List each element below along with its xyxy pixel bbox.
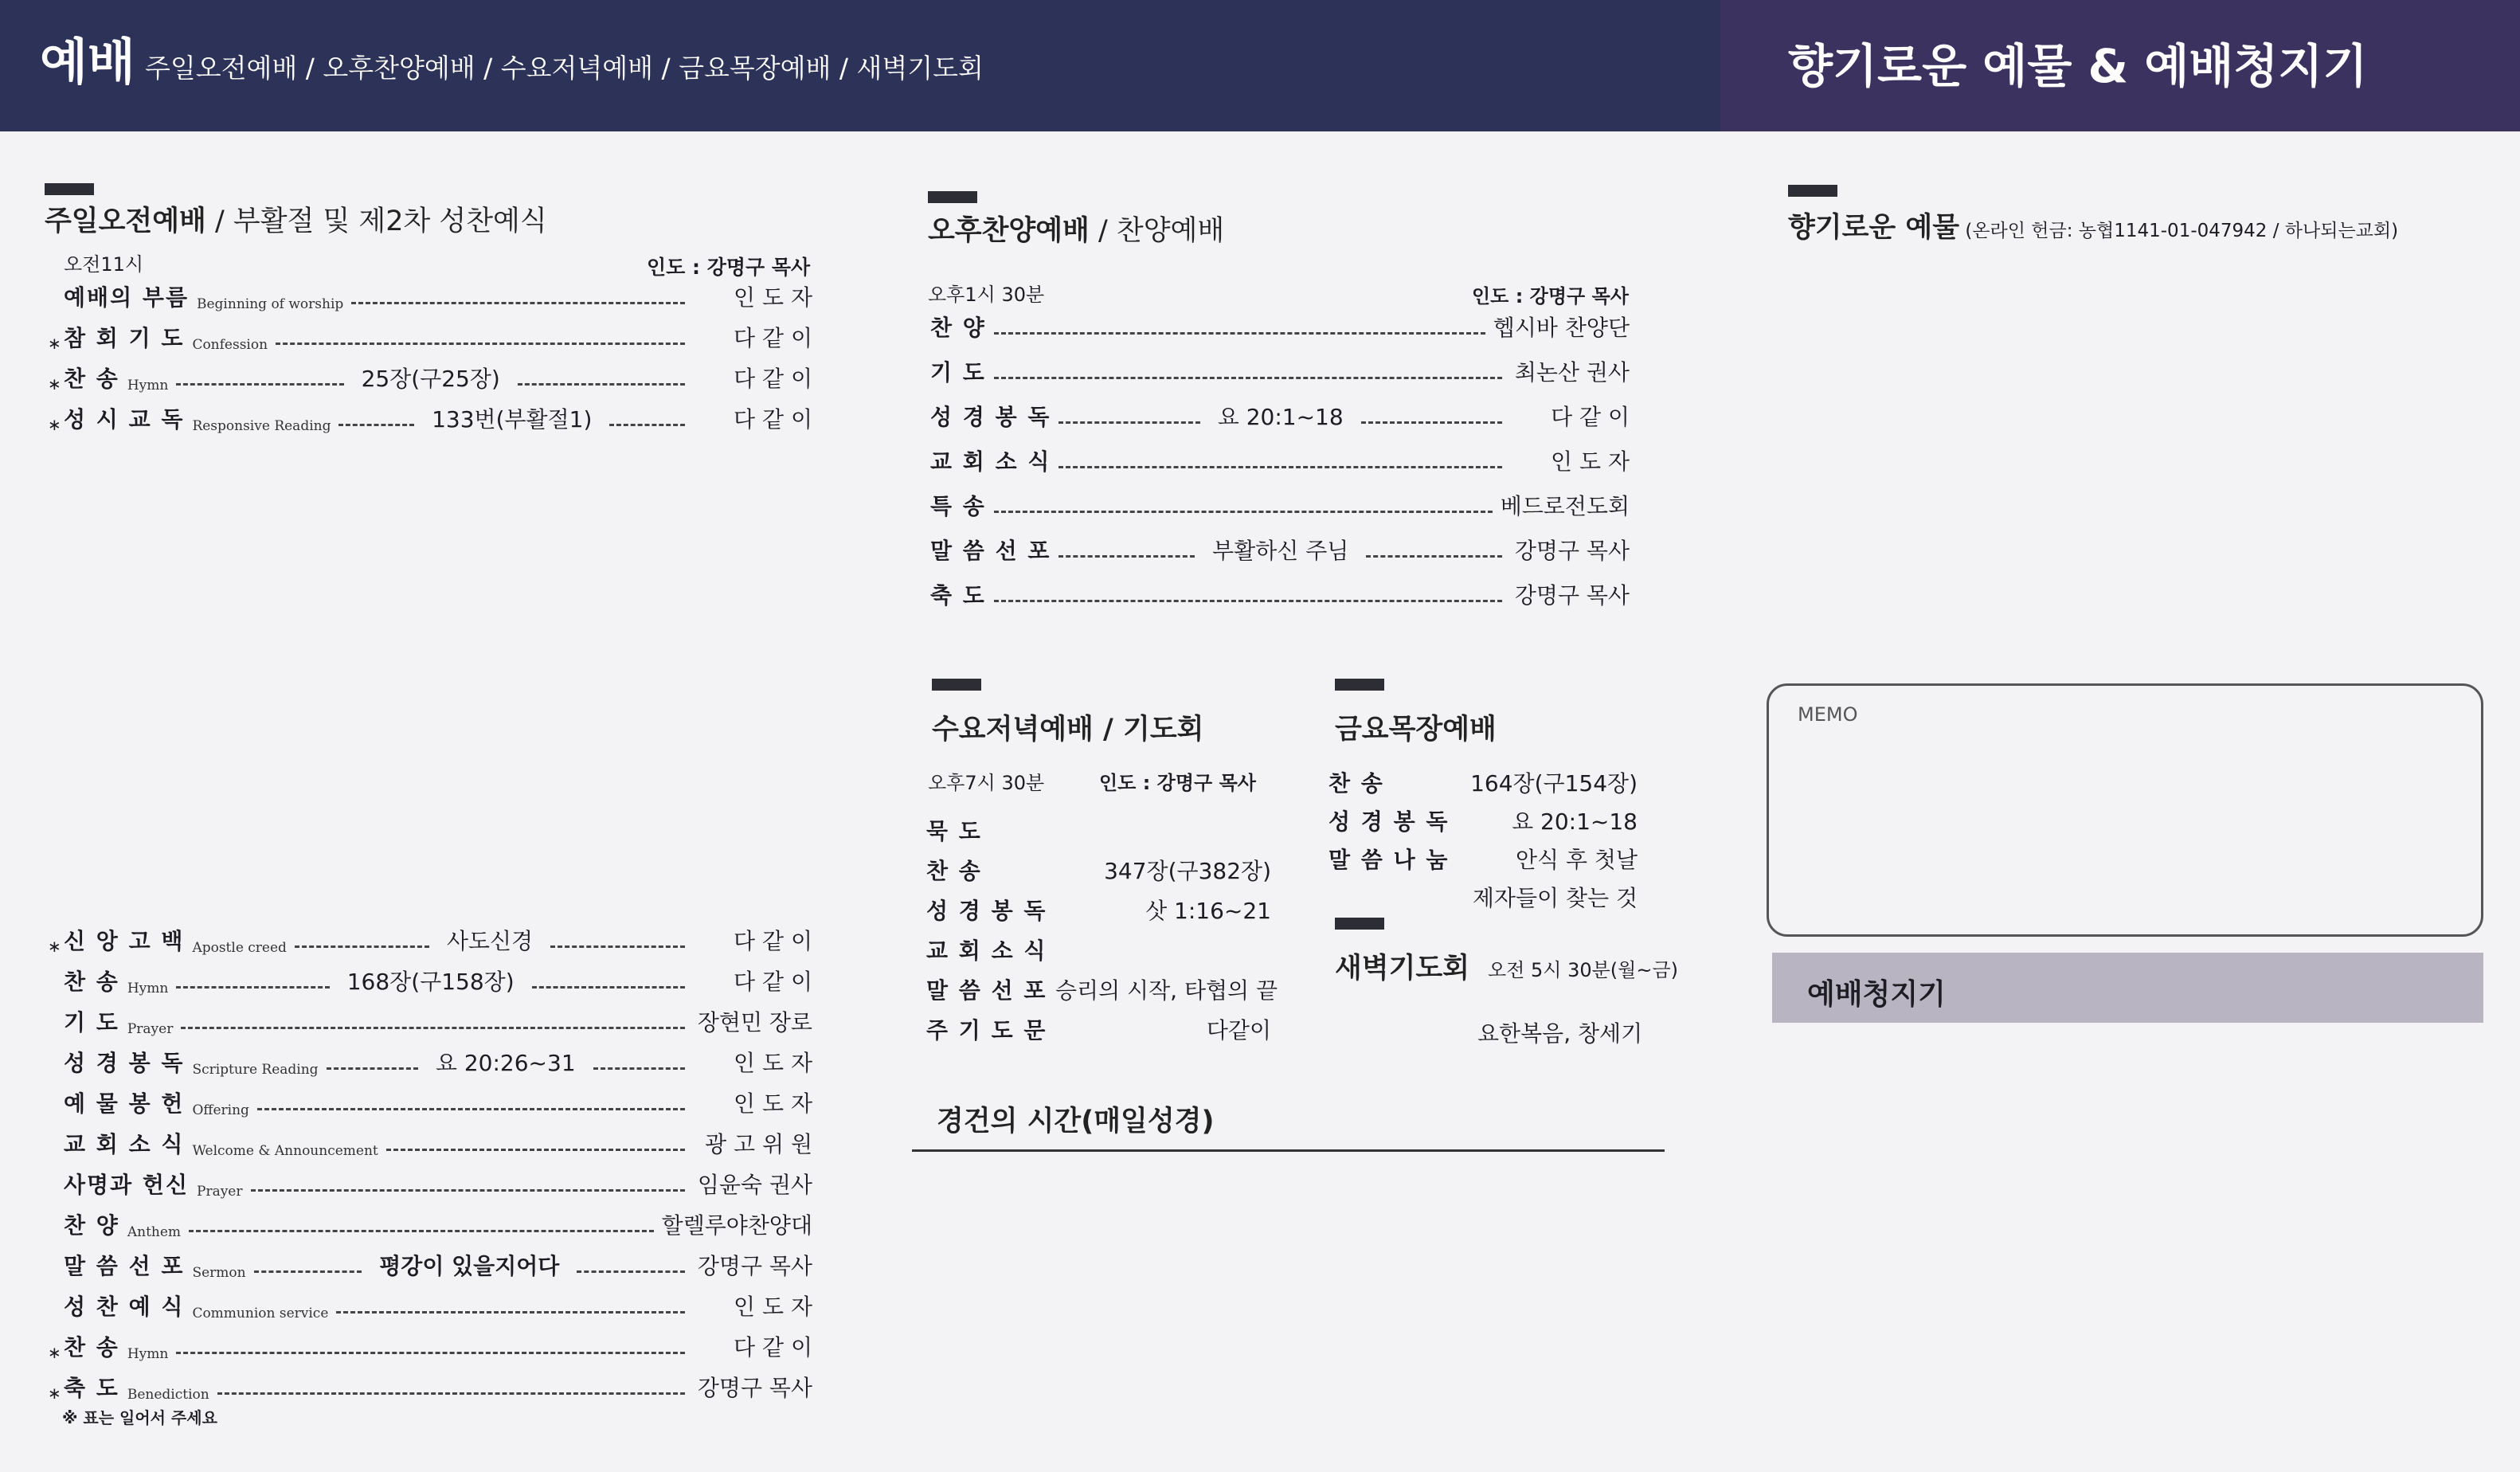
leader-dots <box>1361 421 1502 424</box>
standing-star-icon: ∗ <box>48 937 61 956</box>
header-title: 예배 <box>40 33 135 91</box>
order-row <box>926 973 1281 1005</box>
order-person: 헵시바 찬양단 <box>1493 315 1630 341</box>
order-person: 강명구 목사 <box>697 1253 812 1279</box>
wednesday-leader: 인도 : 강명구 목사 <box>1099 772 1256 794</box>
order-label: 교 회 소 식 <box>930 448 1051 475</box>
order-label: 성 찬 예 식 <box>64 1294 185 1320</box>
leader-dots <box>532 986 685 989</box>
order-label: 예 물 봉 헌 <box>64 1090 185 1117</box>
offering-title-main: 향기로운 예물 <box>1788 212 1960 244</box>
leader-dots <box>994 600 1502 602</box>
header-right-title: 향기로운 예물 & 예배청지기 <box>1788 39 2368 93</box>
order-row <box>48 1330 812 1362</box>
leader-dots <box>176 1352 685 1354</box>
order-person: 베드로전도회 <box>1500 493 1630 519</box>
order-person: 임윤숙 권사 <box>697 1172 812 1198</box>
order-label-en: Prayer <box>197 1184 243 1200</box>
order-label: 성 경 봉 독 <box>930 404 1051 430</box>
leader-dots <box>550 945 685 948</box>
order-row <box>48 965 812 996</box>
devotion-title: 경건의 시간(매일성경) <box>937 1106 1215 1137</box>
order-label: 예배의 부름 <box>64 284 189 311</box>
order-label: 축 도 <box>64 1375 119 1401</box>
order-label-en: Confession <box>192 337 268 353</box>
leader-dots <box>276 343 685 345</box>
order-row <box>930 400 1630 432</box>
order-detail: 평강이 있을지어다 <box>379 1253 560 1279</box>
leader-dots <box>609 424 685 426</box>
order-row <box>1328 766 1647 798</box>
standing-star-icon: ∗ <box>48 1343 61 1362</box>
order-row <box>48 1005 812 1037</box>
order-label: 찬 송 <box>926 858 982 884</box>
standing-star-icon: ∗ <box>48 374 61 393</box>
order-label: 기 도 <box>64 1009 119 1035</box>
sunday-am-leader: 인도 : 강명구 목사 <box>647 256 811 279</box>
section-bar <box>932 679 981 691</box>
order-detail: 25장(구25장) <box>361 366 500 392</box>
order-detail: 347장(구382장) <box>1104 858 1271 884</box>
leader-dots <box>176 986 329 989</box>
section-bar <box>1335 918 1384 930</box>
order-row <box>1328 881 1647 913</box>
order-label-en: Scripture Reading <box>192 1062 319 1078</box>
order-detail: 164장(구154장) <box>1470 770 1638 797</box>
leader-dots <box>1058 421 1199 424</box>
order-row <box>930 489 1630 521</box>
standing-note: ※ 표는 일어서 주세요 <box>62 1408 217 1427</box>
offering-account: (온라인 헌금: 농협1141-01-047942 / 하나되는교회) <box>1959 221 2399 241</box>
leader-dots <box>386 1149 685 1151</box>
order-row <box>48 924 812 956</box>
section-bar <box>45 183 94 195</box>
dawn-text: 요한복음, 창세기 <box>1477 1020 1643 1047</box>
order-person: 인 도 자 <box>1551 448 1630 475</box>
order-label: 성 경 봉 독 <box>926 898 1047 924</box>
leader-dots <box>295 945 429 948</box>
sunday-am-title-sub: / 부활절 및 제2차 성찬예식 <box>205 206 547 237</box>
order-row <box>926 894 1281 926</box>
leader-dots <box>176 383 343 386</box>
leader-dots <box>994 511 1493 513</box>
order-label: 묵 도 <box>926 818 982 844</box>
order-label-en: Sermon <box>192 1265 246 1281</box>
order-row <box>48 1127 812 1159</box>
dawn-time: 오전 5시 30분(월~금) <box>1488 959 1679 981</box>
order-label: 신 앙 고 백 <box>64 928 185 954</box>
order-detail: 133번(부활절1) <box>432 406 593 433</box>
order-detail: 요 20:26~31 <box>435 1050 576 1076</box>
order-label: 찬 송 <box>64 969 119 995</box>
order-person: 다 같 이 <box>734 928 812 954</box>
order-row <box>1328 843 1647 875</box>
sunday-pm-leader: 인도 : 강명구 목사 <box>1472 285 1629 307</box>
leader-dots <box>217 1392 685 1395</box>
standing-star-icon: ∗ <box>48 334 61 353</box>
wednesday-time: 오후7시 30분 <box>928 772 1045 794</box>
order-detail: 다같이 <box>1206 1017 1271 1043</box>
order-row <box>930 444 1630 476</box>
order-row <box>926 854 1281 886</box>
sunday-pm-title <box>928 209 1224 249</box>
leader-dots <box>254 1270 362 1273</box>
leader-dots <box>251 1189 686 1192</box>
order-label-en: Beginning of worship <box>197 296 344 312</box>
order-label: 특 송 <box>930 493 986 519</box>
sunday-am-time: 오전11시 <box>64 253 144 276</box>
leader-dots <box>181 1027 685 1029</box>
order-detail: 승리의 시작, 타협의 끝 <box>1055 977 1278 1004</box>
order-row <box>48 362 812 393</box>
dawn-title: 새벽기도회 <box>1335 953 1470 985</box>
order-detail: 제자들이 찾는 것 <box>1472 885 1638 911</box>
order-person: 인 도 자 <box>734 284 812 311</box>
order-label: 찬 송 <box>1328 770 1384 797</box>
order-label: 성 경 봉 독 <box>1328 808 1450 835</box>
leader-dots <box>518 383 685 386</box>
order-row <box>48 1208 812 1240</box>
order-row <box>930 534 1630 566</box>
order-row <box>48 1168 812 1200</box>
order-person: 광 고 위 원 <box>705 1131 812 1157</box>
order-label: 축 도 <box>930 582 986 609</box>
order-label-en: Communion service <box>192 1306 329 1321</box>
order-label: 찬 양 <box>64 1212 119 1239</box>
wednesday-title: 수요저녁예배 / 기도회 <box>932 714 1204 746</box>
sunday-pm-time: 오후1시 30분 <box>928 284 1045 306</box>
memo-box[interactable] <box>1767 683 2483 937</box>
order-label: 기 도 <box>930 359 986 386</box>
order-detail: 168장(구158장) <box>346 969 515 995</box>
order-person: 인 도 자 <box>734 1294 812 1320</box>
order-detail: 안식 후 첫날 <box>1515 847 1638 873</box>
order-row <box>48 1371 812 1403</box>
order-person: 강명구 목사 <box>1514 538 1630 564</box>
order-label: 성 시 교 독 <box>64 406 185 433</box>
section-bar <box>1335 679 1384 691</box>
order-label: 찬 양 <box>930 315 986 341</box>
order-label: 주 기 도 문 <box>926 1017 1047 1043</box>
leader-dots <box>994 332 1485 335</box>
sunday-am-title <box>45 199 547 239</box>
leader-dots <box>1058 555 1195 558</box>
order-row <box>930 355 1630 387</box>
order-person: 강명구 목사 <box>1514 582 1630 609</box>
standing-star-icon: ∗ <box>48 415 61 434</box>
leader-dots <box>577 1270 685 1273</box>
leader-dots <box>1058 466 1502 468</box>
order-label: 교 회 소 식 <box>926 938 1047 964</box>
order-detail: 삿 1:16~21 <box>1145 898 1271 924</box>
leader-dots <box>338 424 414 426</box>
order-person: 강명구 목사 <box>697 1375 812 1401</box>
order-person: 다 같 이 <box>734 366 813 392</box>
order-label: 사명과 헌신 <box>64 1172 189 1198</box>
devotion-top-rule <box>912 1149 1665 1152</box>
order-person: 인 도 자 <box>734 1090 812 1117</box>
order-label: 말 씀 선 포 <box>64 1253 185 1279</box>
order-label-en: Responsive Reading <box>192 418 331 434</box>
section-bar <box>928 191 977 203</box>
leader-dots <box>257 1108 685 1110</box>
order-row <box>48 1086 812 1118</box>
order-row <box>926 934 1281 965</box>
order-person: 다 같 이 <box>734 325 812 351</box>
order-row <box>48 321 812 353</box>
order-row <box>48 402 812 434</box>
order-detail: 요 20:1~18 <box>1217 404 1344 430</box>
order-label: 말 씀 나 눔 <box>1328 847 1450 873</box>
order-person: 다 같 이 <box>734 969 812 995</box>
order-label: 말 씀 선 포 <box>930 538 1051 564</box>
order-row <box>48 280 812 312</box>
order-row <box>930 578 1630 610</box>
duty-title: 예배청지기 <box>1807 978 1946 1011</box>
leader-dots <box>593 1067 685 1070</box>
order-row <box>1328 805 1647 836</box>
order-label: 말 씀 선 포 <box>926 977 1047 1004</box>
offering-title <box>1788 206 2398 245</box>
order-label-en: Prayer <box>127 1021 174 1037</box>
order-label-en: Offering <box>192 1102 249 1118</box>
standing-star-icon: ∗ <box>48 1384 61 1403</box>
leader-dots <box>1366 555 1502 558</box>
sunday-pm-title-main: 오후찬양예배 <box>928 215 1090 247</box>
order-label: 교 회 소 식 <box>64 1131 185 1157</box>
order-label-en: Hymn <box>127 981 169 996</box>
memo-label: MEMO <box>1798 703 1858 726</box>
order-person: 다 같 이 <box>734 1334 812 1360</box>
leader-dots <box>327 1067 418 1070</box>
order-label-en: Hymn <box>127 378 169 393</box>
order-person: 최논산 권사 <box>1514 359 1630 386</box>
leader-dots <box>994 377 1502 379</box>
order-person: 할렐루야찬양대 <box>661 1212 812 1239</box>
order-row <box>48 1290 812 1321</box>
order-label-en: Welcome & Announcement <box>192 1143 378 1159</box>
order-label: 참 회 기 도 <box>64 325 185 351</box>
order-label-en: Apostle creed <box>192 940 287 956</box>
order-label-en: Anthem <box>127 1224 182 1240</box>
leader-dots <box>189 1230 654 1232</box>
order-detail: 사도신경 <box>446 928 534 954</box>
order-label: 찬 송 <box>64 366 119 392</box>
order-row <box>48 1249 812 1281</box>
order-row <box>926 814 1281 846</box>
order-row <box>930 311 1630 343</box>
order-person: 인 도 자 <box>734 1050 812 1076</box>
order-detail: 요 20:1~18 <box>1512 808 1638 835</box>
order-label: 찬 송 <box>64 1334 119 1360</box>
order-row <box>926 1013 1281 1045</box>
header-subtitle: 주일오전예배 / 오후찬양예배 / 수요저녁예배 / 금요목장예배 / 새벽기도회 <box>145 53 984 84</box>
friday-title: 금요목장예배 <box>1335 714 1497 746</box>
leader-dots <box>336 1311 685 1313</box>
leader-dots <box>351 302 685 304</box>
sunday-am-title-main: 주일오전예배 <box>45 206 206 237</box>
order-label-en: Benediction <box>127 1387 209 1403</box>
order-detail: 부활하신 주님 <box>1212 538 1349 564</box>
order-label: 성 경 봉 독 <box>64 1050 185 1076</box>
sunday-pm-title-sub: / 찬양예배 <box>1089 215 1225 247</box>
section-bar <box>1788 185 1837 197</box>
order-row <box>48 1046 812 1078</box>
order-label-en: Hymn <box>127 1346 169 1362</box>
order-person: 다 같 이 <box>734 406 812 433</box>
order-person: 다 같 이 <box>1551 404 1630 430</box>
duty-header <box>1772 953 2483 1023</box>
order-person: 장현민 장로 <box>697 1009 812 1035</box>
